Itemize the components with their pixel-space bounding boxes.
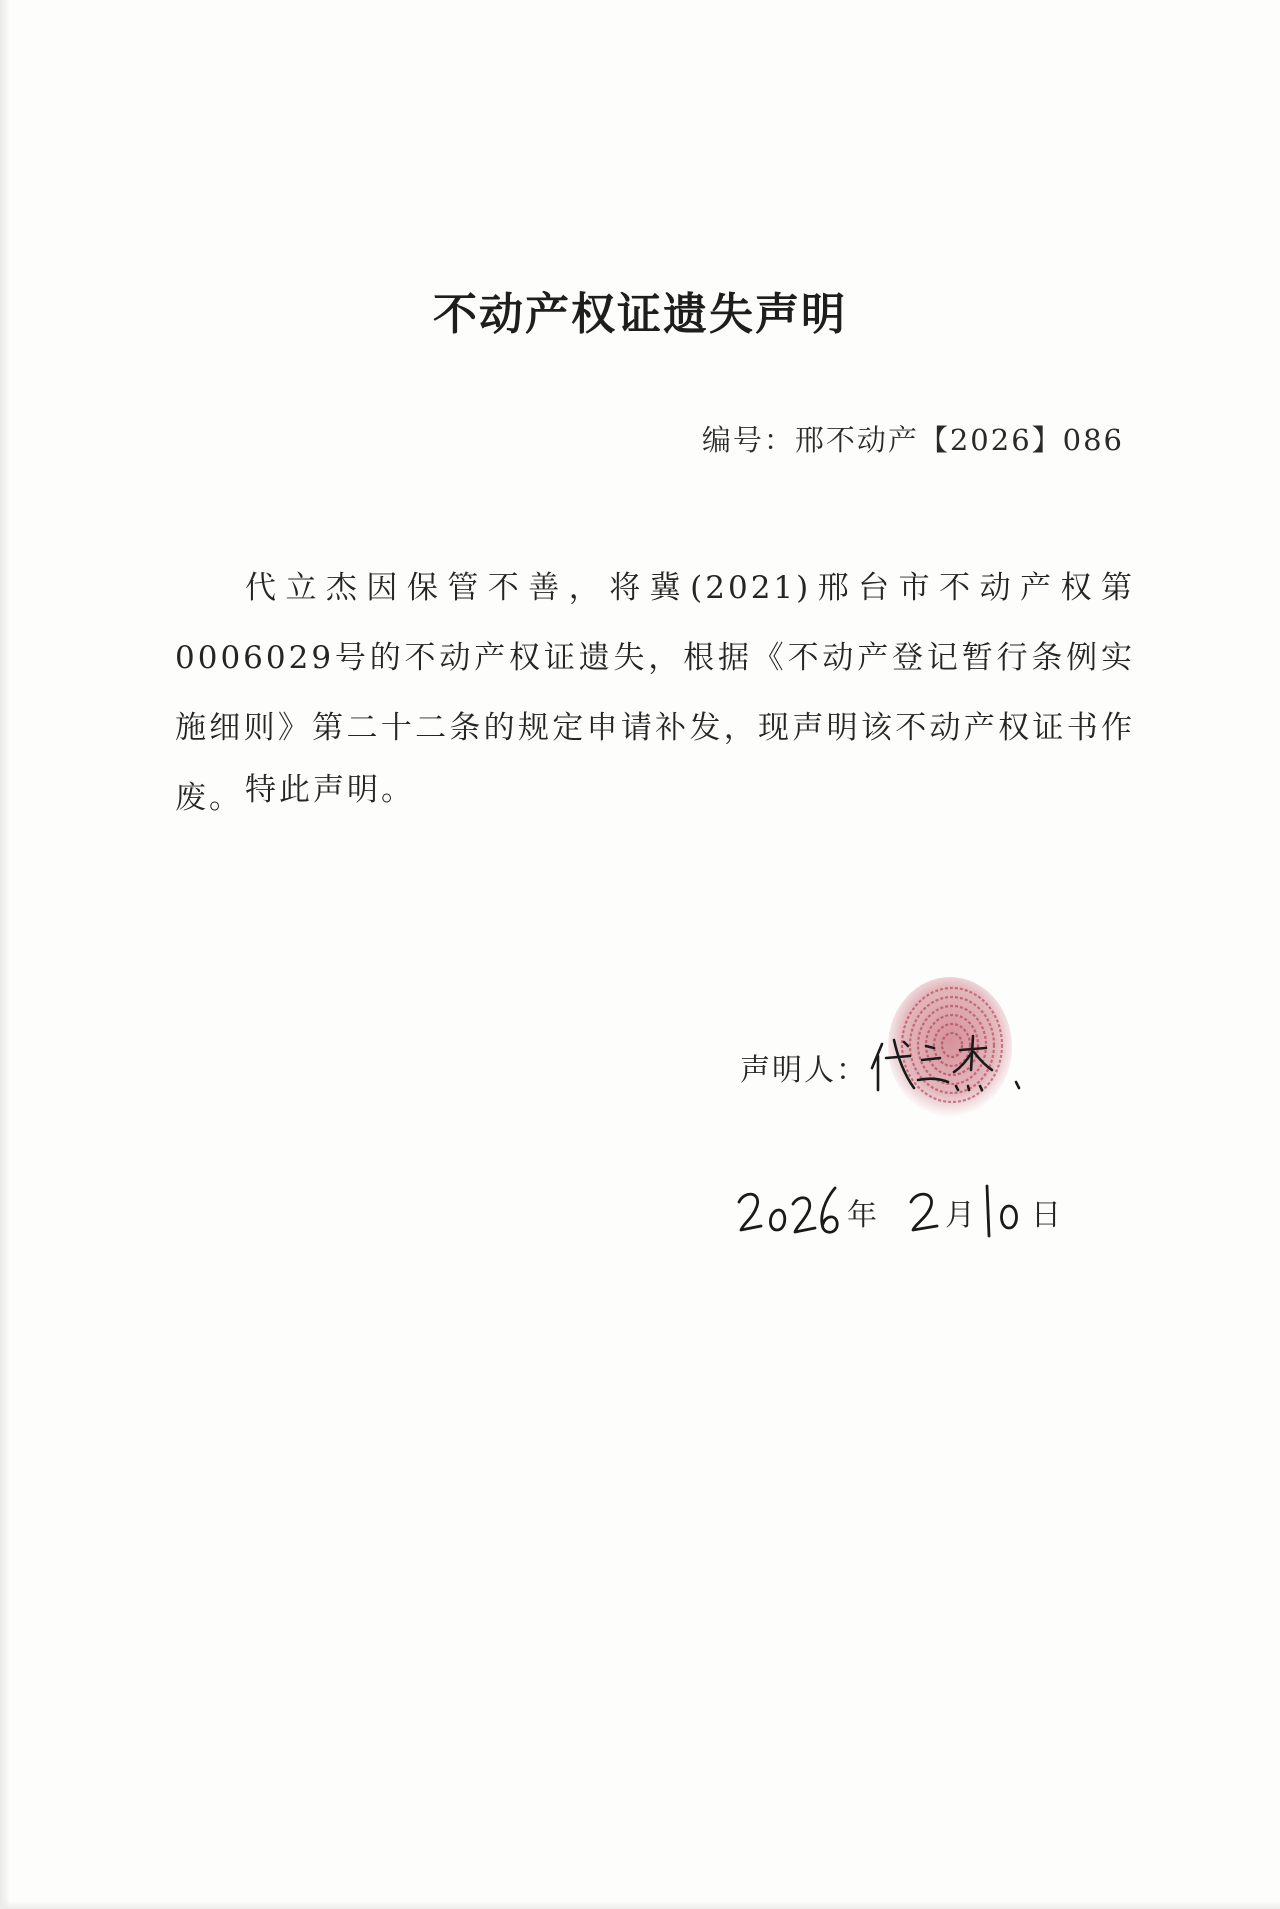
handwritten-year-icon [735, 1180, 845, 1240]
declarant-label: 声明人： [740, 1053, 868, 1088]
handwritten-month-icon [905, 1180, 945, 1240]
signature-icon [868, 1028, 1038, 1098]
body-paragraph: 代立杰因保管不善，将冀(2021)邢台市不动产权第0006029号的不动产权证遗失，根据《不动产登记暂行条例实施细则》第二十二条的规定申请补发，现声明该不动产权证书作废。 [175, 570, 1135, 816]
year-unit: 年 [847, 1198, 877, 1233]
day-unit: 日 [1031, 1198, 1061, 1233]
closing-statement: 特此声明。 [245, 772, 415, 808]
scan-edge-bottom [0, 1901, 1280, 1909]
document-number: 编号：邢不动产【2026】086 [701, 423, 1124, 457]
handwritten-day-icon [979, 1180, 1025, 1240]
declaration-date [735, 1180, 1065, 1240]
month-unit: 月 [945, 1198, 975, 1233]
document-title: 不动产权证遗失声明 [433, 289, 847, 340]
